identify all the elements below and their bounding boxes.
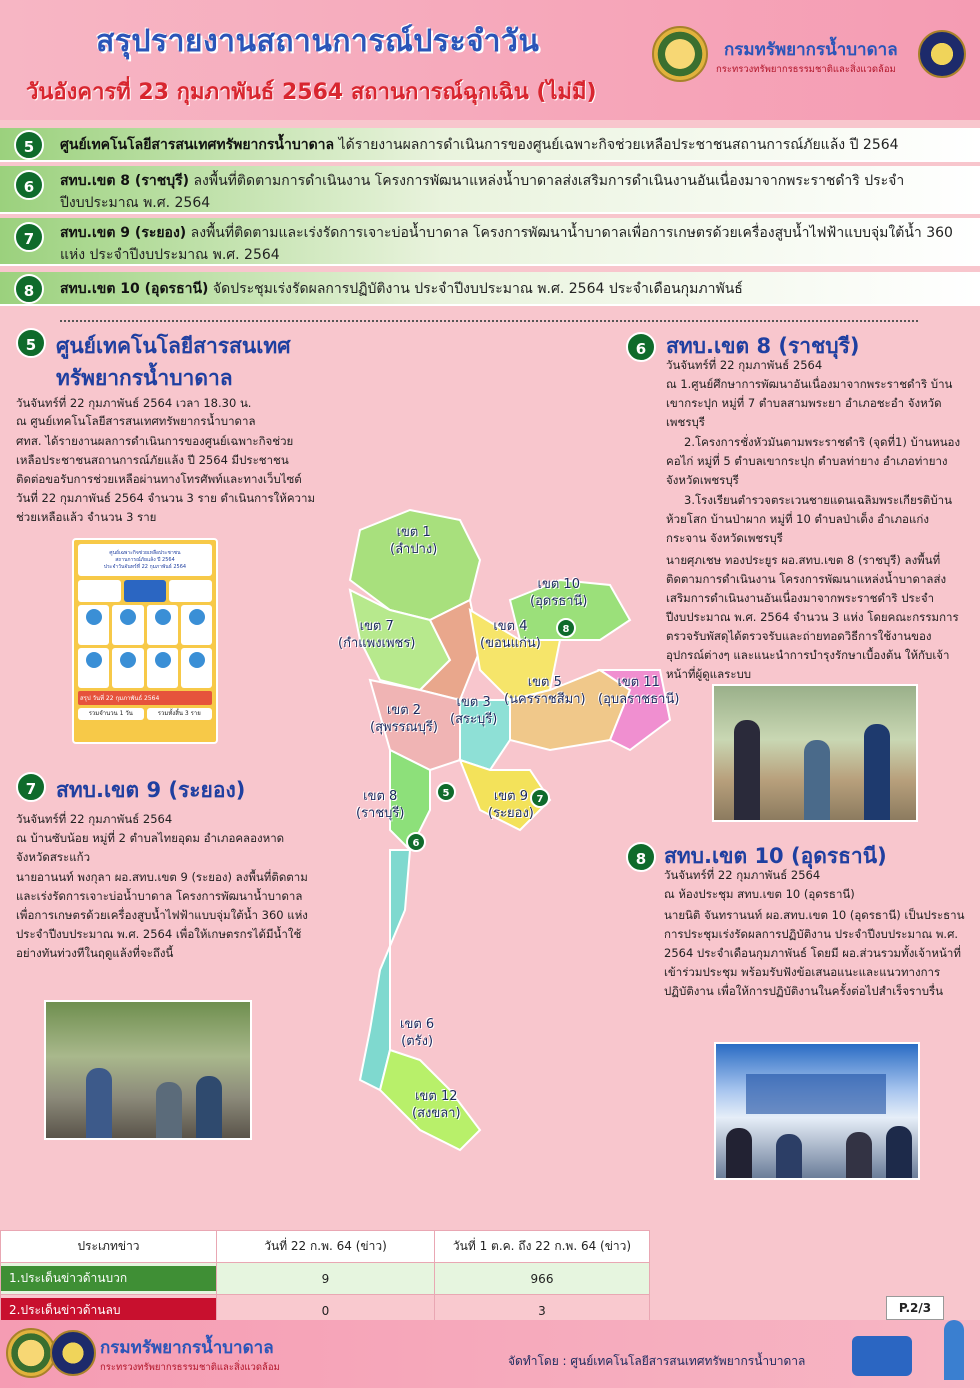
footer-credit: จัดทำโดย : ศูนย์เทคโนโลยีสารสนเทศทรัพยากรน้ำบาดาล: [508, 1354, 806, 1368]
sec5-place: ณ ศูนย์เทคโนโลยีสารสนเทศทรัพยากรน้ำบาดาล: [16, 414, 256, 428]
summary-text: ลงพื้นที่ติดตามการดำเนินงาน โครงการพัฒนาแหล่งน้ำบาดาลส่งเสริมการดำเนินงานอันเนื่องมาจากพระราชดำริ ประจำปีงบประมาณ พ.ศ. 2564: [60, 173, 905, 211]
page-number: P.2/3: [886, 1296, 944, 1320]
sec8-meeting-photo: [714, 1042, 920, 1180]
sec6-site-photo: [712, 684, 918, 822]
section-divider: [60, 320, 918, 322]
row-label: 1.ประเด็นข่าวด้านบวก: [1, 1266, 216, 1291]
sec8-number: 8: [626, 842, 656, 872]
sec6-item1: ณ 1.ศูนย์ศึกษาการพัฒนาอันเนื่องมาจากพระราชดำริ บ้านเขากระปุก หมู่ที่ 7 ตำบลสามพระยา อำเภอชะอำ จังหวัดเพชรบุรี: [666, 377, 953, 429]
map-label-region1: เขต 1 (ลำปาง): [390, 525, 438, 557]
footer-org-subtitle: กระทรวงทรัพยากรธรรมชาติและสิ่งแวดล้อม: [100, 1362, 280, 1373]
sec7-title: สทบ.เขต 9 (ระยอง): [56, 778, 246, 802]
map-label-region9: เขต 9 (ระยอง): [488, 789, 534, 821]
groundwater-marker-icon: [944, 1320, 964, 1380]
summary-bar-6: [0, 166, 980, 214]
helpdesk-infographic: [72, 538, 218, 744]
sec8-title: สทบ.เขต 10 (อุดรธานี): [664, 844, 887, 868]
org-subtitle: กระทรวงทรัพยากรธรรมชาติและสิ่งแวดล้อม: [716, 64, 896, 75]
summary-text: จัดประชุมเร่งรัดผลการปฏิบัติงาน ประจำปีงบประมาณ พ.ศ. 2564 ประจำเดือนกุมภาพันธ์: [212, 281, 743, 297]
map-label-region8: เขต 8 (ราชบุรี): [356, 789, 405, 821]
sec8-date: วันจันทร์ที่ 22 กุมภาพันธ์ 2564: [664, 868, 821, 882]
map-label-region12: เขต 12 (สงขลา): [412, 1089, 461, 1121]
ig-total-day: รวมจำนวน 1 วัน: [78, 708, 144, 720]
sec5-title-line1: ศูนย์เทคโนโลยีสารสนเทศ: [56, 334, 291, 358]
map-shape: [330, 490, 700, 1160]
summary-text: ลงพื้นที่ติดตามและเร่งรัดการเจาะบ่อน้ำบาดาล โครงการพัฒนาน้ำบาดาลเพื่อการเกษตรด้วยเครื่องสูบน้ำไฟฟ้าแบบจุ่มใต้น้ำ 360 แห่ง ประจำปีงบประมาณ พ.ศ. 2564: [60, 225, 953, 263]
thailand-region-map: [330, 490, 700, 1160]
sec6-body: นายศุภเชษ ทองประยูร ผอ.สทบ.เขต 8 (ราชบุรี) ลงพื้นที่ติดตามการดำเนินงาน โครงการพัฒนาแหล่งน้ำบาดาลส่งเสริมการดำเนินงานอันเนื่องมาจากพระราชดำริ ประจำปีงบประมาณ พ.ศ. 2564 จำนวน 3 แห่ง โดยคณะกรรมการตรวจรับพัสดุได้ตรวจรับและถ่ายทอดวิธีการใช้งานของอุปกรณ์ต่างๆ และแนะนำการบำรุงรักษาเบื้องต้น ให้กับเจ้าหน้าที่ผู้ดูแลระบบ: [666, 553, 959, 681]
sec7-number: 7: [16, 772, 46, 802]
sec8-place: ณ ห้องประชุม สทบ.เขต 10 (อุดรธานี): [664, 887, 855, 901]
table-header: ประเภทข่าว: [1, 1231, 217, 1263]
map-label-region10: เขต 10 (อุดรธานี): [530, 577, 588, 609]
ig-line1: ศูนย์เฉพาะกิจช่วยเหลือประชาชน: [109, 550, 181, 556]
map-label-region7: เขต 7 (กำแพงเพชร): [338, 619, 416, 651]
row-label: 2.ประเด็นข่าวด้านลบ: [1, 1298, 216, 1323]
sec5-number: 5: [16, 328, 46, 358]
drilling-truck-icon: [852, 1336, 912, 1376]
summary-unit: สทบ.เขต 9 (ระยอง): [60, 225, 187, 241]
ig-line2: สถานการณ์ภัยแล้ง ปี 2564: [115, 557, 175, 563]
ig-summary: สรุป วันที่ 22 กุมภาพันธ์ 2564: [78, 691, 212, 705]
news-stats-table: [0, 1230, 650, 1327]
map-label-region2: เขต 2 (สุพรรณบุรี): [370, 703, 438, 735]
sec6-title: สทบ.เขต 8 (ราชบุรี): [666, 334, 860, 358]
summary-unit: ศูนย์เทคโนโลยีสารสนเทศทรัพยากรน้ำบาดาล: [60, 137, 335, 153]
map-pin-7: 7: [530, 788, 550, 808]
table-header: วันที่ 22 ก.พ. 64 (ข่าว): [217, 1231, 435, 1263]
summary-bar-5: [0, 128, 980, 162]
row-total-count: 966: [435, 1263, 650, 1295]
summary-unit: สทบ.เขต 8 (ราชบุรี): [60, 173, 190, 189]
map-label-region4: เขต 4 (ขอนแก่น): [480, 619, 541, 651]
summary-number: 6: [14, 170, 44, 200]
map-pin-5: 5: [436, 782, 456, 802]
sec7-body: นายอานนท์ พงกุลา ผอ.สทบ.เขต 9 (ระยอง) ลงพื้นที่ติดตามและเร่งรัดการเจาะบ่อน้ำบาดาล โครงการพัฒนาน้ำบาดาลเพื่อการเกษตรด้วยเครื่องสูบน้ำไฟฟ้าแบบจุ่มใต้น้ำ 360 แห่ง ประจำปีงบประมาณ พ.ศ. 2564 เพื่อให้เกษตรกรได้มีน้ำใช้อย่างทันท่วงทีในฤดูแล้งที่จะถึงนี้: [16, 870, 308, 960]
sec5-body: ศทส. ได้รายงานผลการดำเนินการของศูนย์เฉพาะกิจช่วยเหลือประชาชนสถานการณ์ภัยแล้ง ปี 2564 มีประชาชนติดต่อขอรับการช่วยเหลือผ่านทางโทรศัพท์และทางเว็บไซต์ วันที่ 22 กุมภาพันธ์ 2564 จำนวน 3 ราย ดำเนินการให้ความช่วยเหลือแล้ว จำนวน 3 ราย: [16, 434, 316, 524]
ig-line3: ประจำวันจันทร์ที่ 22 กุมภาพันธ์ 2564: [103, 564, 187, 570]
sec8-body: นายนิติ จันทรานนท์ ผอ.สทบ.เขต 10 (อุดรธานี) เป็นประธานการประชุมเร่งรัดผลการปฏิบัติงาน ประจำปีงบประมาณ พ.ศ. 2564 ประจำเดือนกุมภาพันธ์ โดยมี ผอ.ส่วนรวมทั้งเจ้าหน้าที่เข้าร่วมประชุม พร้อมรับฟังข้อเสนอแนะและแนวทางการปฏิบัติงาน เพื่อให้การปฏิบัติงานในครั้งต่อไปสำเร็จราบรื่น: [664, 908, 965, 998]
map-label-region3: เขต 3 (สระบุรี): [450, 695, 498, 727]
summary-number: 7: [14, 222, 44, 252]
ministry-emblem-icon: [6, 1328, 56, 1378]
sec6-number: 6: [626, 332, 656, 362]
sec5-title-line2: ทรัพยากรน้ำบาดาล: [56, 366, 233, 390]
header-banner: [0, 0, 980, 120]
sec6-date: วันจันทร์ที่ 22 กุมภาพันธ์ 2564: [666, 358, 823, 372]
footer-banner: [0, 1320, 980, 1388]
row-total-count: 3: [435, 1295, 650, 1327]
summary-number: 5: [14, 130, 44, 160]
sec5-date: วันจันทร์ที่ 22 กุมภาพันธ์ 2564 เวลา 18.30 น.: [16, 396, 252, 410]
table-row-positive: [1, 1263, 650, 1295]
department-emblem-icon: [50, 1330, 96, 1376]
department-emblem-icon: [918, 30, 966, 78]
map-label-region5: เขต 5 (นครราชสีมา): [504, 675, 586, 707]
sec7-drilling-photo: [44, 1000, 252, 1140]
map-label-region11: เขต 11 (อุบลราชธานี): [598, 675, 680, 707]
footer-org-name: กรมทรัพยากรน้ำบาดาล: [100, 1338, 274, 1358]
ig-total-all: รวมทั้งสิ้น 3 ราย: [147, 708, 213, 720]
map-pin-6: 6: [406, 832, 426, 852]
map-pin-8: 8: [556, 618, 576, 638]
page-subtitle: วันอังคารที่ 23 กุมภาพันธ์ 2564 สถานการณ์ฉุกเฉิน (ไม่มี): [26, 80, 597, 105]
map-label-region6: เขต 6 (ตรัง): [400, 1017, 435, 1049]
summary-number: 8: [14, 274, 44, 304]
summary-unit: สทบ.เขต 10 (อุดรธานี): [60, 281, 209, 297]
sec6-item2: 2.โครงการชั่งหัวมันตามพระราชดำริ (จุดที่1) บ้านหนองคอไก่ หมู่ที่ 5 ตำบลเขากระปุก ตำบลท่ายาง อำเภอท่ายาง จังหวัดเพชรบุรี: [666, 435, 961, 487]
sec7-place: ณ บ้านซับน้อย หมู่ที่ 2 ตำบลไทยอุดม อำเภอคลองหาด จังหวัดสระแก้ว: [16, 831, 285, 864]
summary-text: ได้รายงานผลการดำเนินการของศูนย์เฉพาะกิจช่วยเหลือประชาชนสถานการณ์ภัยแล้ง ปี 2564: [338, 137, 899, 153]
sec6-item3: 3.โรงเรียนตำรวจตระเวนชายแดนเฉลิมพระเกียรติบ้านห้วยโสก บ้านป่าผาก หมู่ที่ 10 ตำบลป่าเด็ง อำเภอแก่งกระจาน จังหวัดเพชรบุรี: [666, 493, 952, 545]
table-header: วันที่ 1 ต.ค. ถึง 22 ก.พ. 64 (ข่าว): [435, 1231, 650, 1263]
org-name: กรมทรัพยากรน้ำบาดาล: [724, 40, 898, 60]
summary-bar-8: [0, 272, 980, 306]
sec7-date: วันจันทร์ที่ 22 กุมภาพันธ์ 2564: [16, 812, 173, 826]
row-day-count: 9: [217, 1263, 435, 1295]
ministry-emblem-icon: [652, 26, 708, 82]
row-day-count: 0: [217, 1295, 435, 1327]
summary-bar-7: [0, 218, 980, 266]
page-title: สรุปรายงานสถานการณ์ประจำวัน: [96, 24, 540, 59]
